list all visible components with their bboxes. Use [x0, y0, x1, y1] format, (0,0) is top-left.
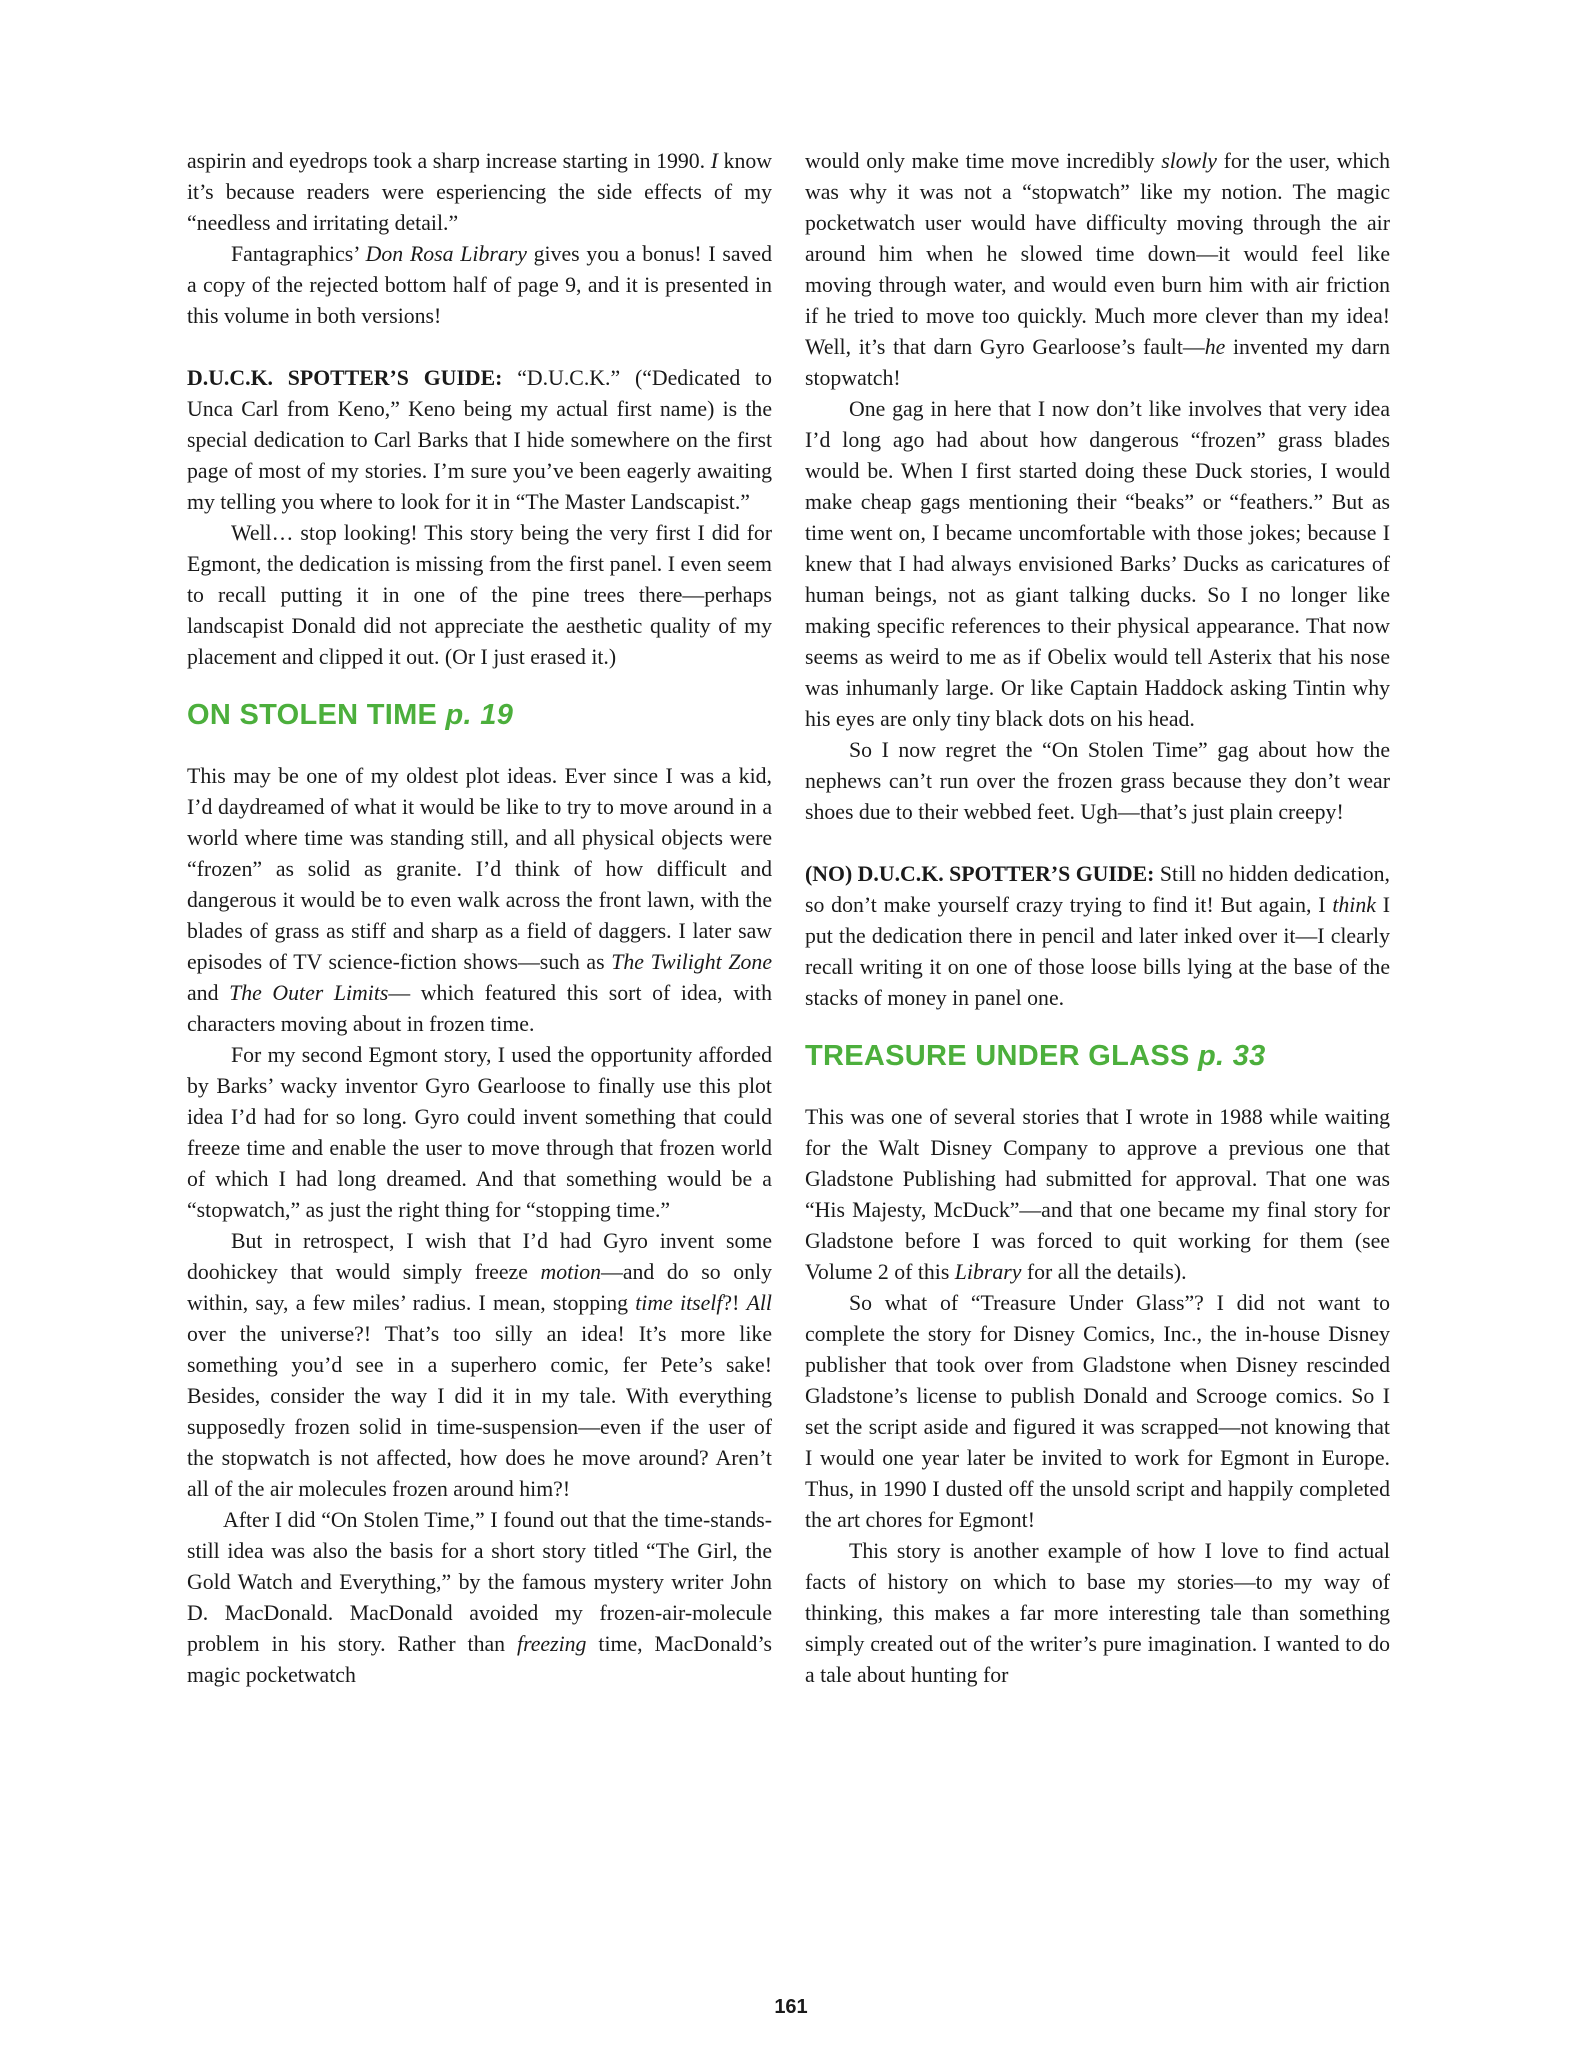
paragraph: This may be one of my oldest plot ideas. Ever since I was a kid, I’d daydreamed of what it would be like to try to move around in a world where time was standing still, and all physical objects were “frozen” as solid as granite. I’d think of how difficult and dangerous it would be to even walk across the front lawn, with the blades of grass as stiff and sharp as a field of daggers. I later saw episodes of TV science-fiction shows—such as The Twilight Zone and The Outer Limits— which featured this sort of idea, with characters moving about in frozen time.: [187, 764, 773, 1036]
paragraph: One gag in here that I now don’t like involves that very idea I’d long ago had about how dangerous “frozen” grass blades would be. When I first started doing these Duck stories, I would make cheap gags mentioning their “beaks” or “feathers.” But as time went on, I became uncomfortable with those jokes; because I knew that I had always envisioned Barks’ Ducks as caricatures of human beings, not as giant talking ducks. So I no longer like making specific references to their physical appearance. That now seems as weird to me as if Obelix would tell Asterix that his nose was inhumanly large. Or like Captain Haddock asking Tintin why his eyes are only tiny black dots on his head.: [805, 397, 1390, 731]
paragraph: This story is another example of how I love to find actual facts of history on which to base my stories—to my way of thinking, this makes a far more interesting tale than something simply created out of the writer’s pure imagination. I wanted to do a tale about hunting for: [805, 1539, 1390, 1687]
right-column: [805, 146, 1390, 1691]
paragraph: So what of “Treasure Under Glass”? I did not want to complete the story for Disney Comics, Inc., the in-house Disney publisher that took over from Gladstone when Disney rescinded Gladstone’s license to publish Donald and Scrooge comics. So I set the script aside and figured it was scrapped—not knowing that I would one year later be invited to work for Egmont in Europe. Thus, in 1990 I dusted off the unsold script and happily completed the art chores for Egmont!: [805, 1291, 1390, 1532]
paragraph: But in retrospect, I wish that I’d had Gyro invent some doohickey that would simply freeze motion—and do so only within, say, a few miles’ radius. I mean, stopping time itself?! All over the universe?! That’s too silly an idea! It’s more like something you’d see in a superhero comic, fer Pete’s sake! Besides, consider the way I did it in my tale. With everything supposedly frozen solid in time-suspension—even if the user of the stopwatch is not affected, how does he move around? Aren’t all of the air molecules frozen around him?!: [187, 1229, 773, 1501]
section-heading-on-stolen-time: ON STOLEN TIME p. 19: [187, 699, 514, 731]
paragraph: So I now regret the “On Stolen Time” gag about how the nephews can’t run over the frozen grass because they don’t wear shoes due to their webbed feet. Ugh—that’s just plain creepy!: [805, 738, 1390, 824]
paragraph: Fantagraphics’ Don Rosa Library gives you a bonus! I saved a copy of the rejected bottom half of page 9, and it is presented in this volume in both versions!: [187, 242, 772, 328]
paragraph: would only make time move incredibly slowly for the user, which was why it was not a “stopwatch” like my notion. The magic pocketwatch user would have difficulty moving through the air around him when he slowed time down—it would feel like moving through water, and would even burn him with air friction if he tried to move too quickly. Much more clever than my idea! Well, it’s that darn Gyro Gearloose’s fault—he invented my darn stopwatch!: [805, 149, 1390, 390]
paragraph: After I did “On Stolen Time,” I found out that the time-stands-still idea was also the basis for a short story titled “The Girl, the Gold Watch and Everything,” by the famous mystery writer John D. MacDonald. MacDonald avoided my frozen-air-molecule problem in his story. Rather than freezing time, MacDonald’s magic pocketwatch: [187, 1508, 772, 1687]
page-number: 161: [774, 1996, 808, 2018]
paragraph: Well… stop looking! This story being the very first I did for Egmont, the dedication is missing from the first panel. I even seem to recall putting it in one of the pine trees there—perhaps landscapist Donald did not appreciate the aesthetic quality of my placement and clipped it out. (Or I just erased it.): [187, 521, 772, 669]
section-heading-treasure-under-glass: TREASURE UNDER GLASS p. 33: [805, 1040, 1266, 1072]
paragraph: aspirin and eyedrops took a sharp increase starting in 1990. I know it’s because readers were esperiencing the side effects of my “needless and irritating detail.”: [187, 149, 772, 235]
paragraph: For my second Egmont story, I used the opportunity afforded by Barks’ wacky inventor Gyro Gearloose to finally use this plot idea I’d had for so long. Gyro could invent something that could freeze time and enable the user to move through that frozen world of which I had long dreamed. And that something would be a “stopwatch,” as just the right thing for “stopping time.”: [187, 1043, 772, 1222]
left-column: [187, 146, 772, 1691]
paragraph: This was one of several stories that I wrote in 1988 while waiting for the Walt Disney Company to approve a previous one that Gladstone Publishing had submitted for approval. That one was “His Majesty, McDuck”—and that one became my final story for Gladstone before I was forced to quit working for them (see Volume 2 of this Library for all the details).: [805, 1105, 1390, 1284]
duck-spotters-guide-paragraph: D.U.C.K. SPOTTER’S GUIDE: “D.U.C.K.” (“Dedicated to Unca Carl from Keno,” Keno being my actual first name) is the special dedication to Carl Barks that I hide somewhere on the first page of most of my stories. I’m sure you’ve been eagerly awaiting my telling you where to look for it in “The Master Landscapist.”: [187, 366, 772, 514]
duck-spotters-guide-paragraph: (NO) D.U.C.K. SPOTTER’S GUIDE: Still no hidden dedication, so don’t make yourself crazy trying to find it! But again, I think I put the dedication there in pencil and later inked over it—I clearly recall writing it on one of those loose bills lying at the base of the stacks of money in panel one.: [805, 862, 1390, 1010]
